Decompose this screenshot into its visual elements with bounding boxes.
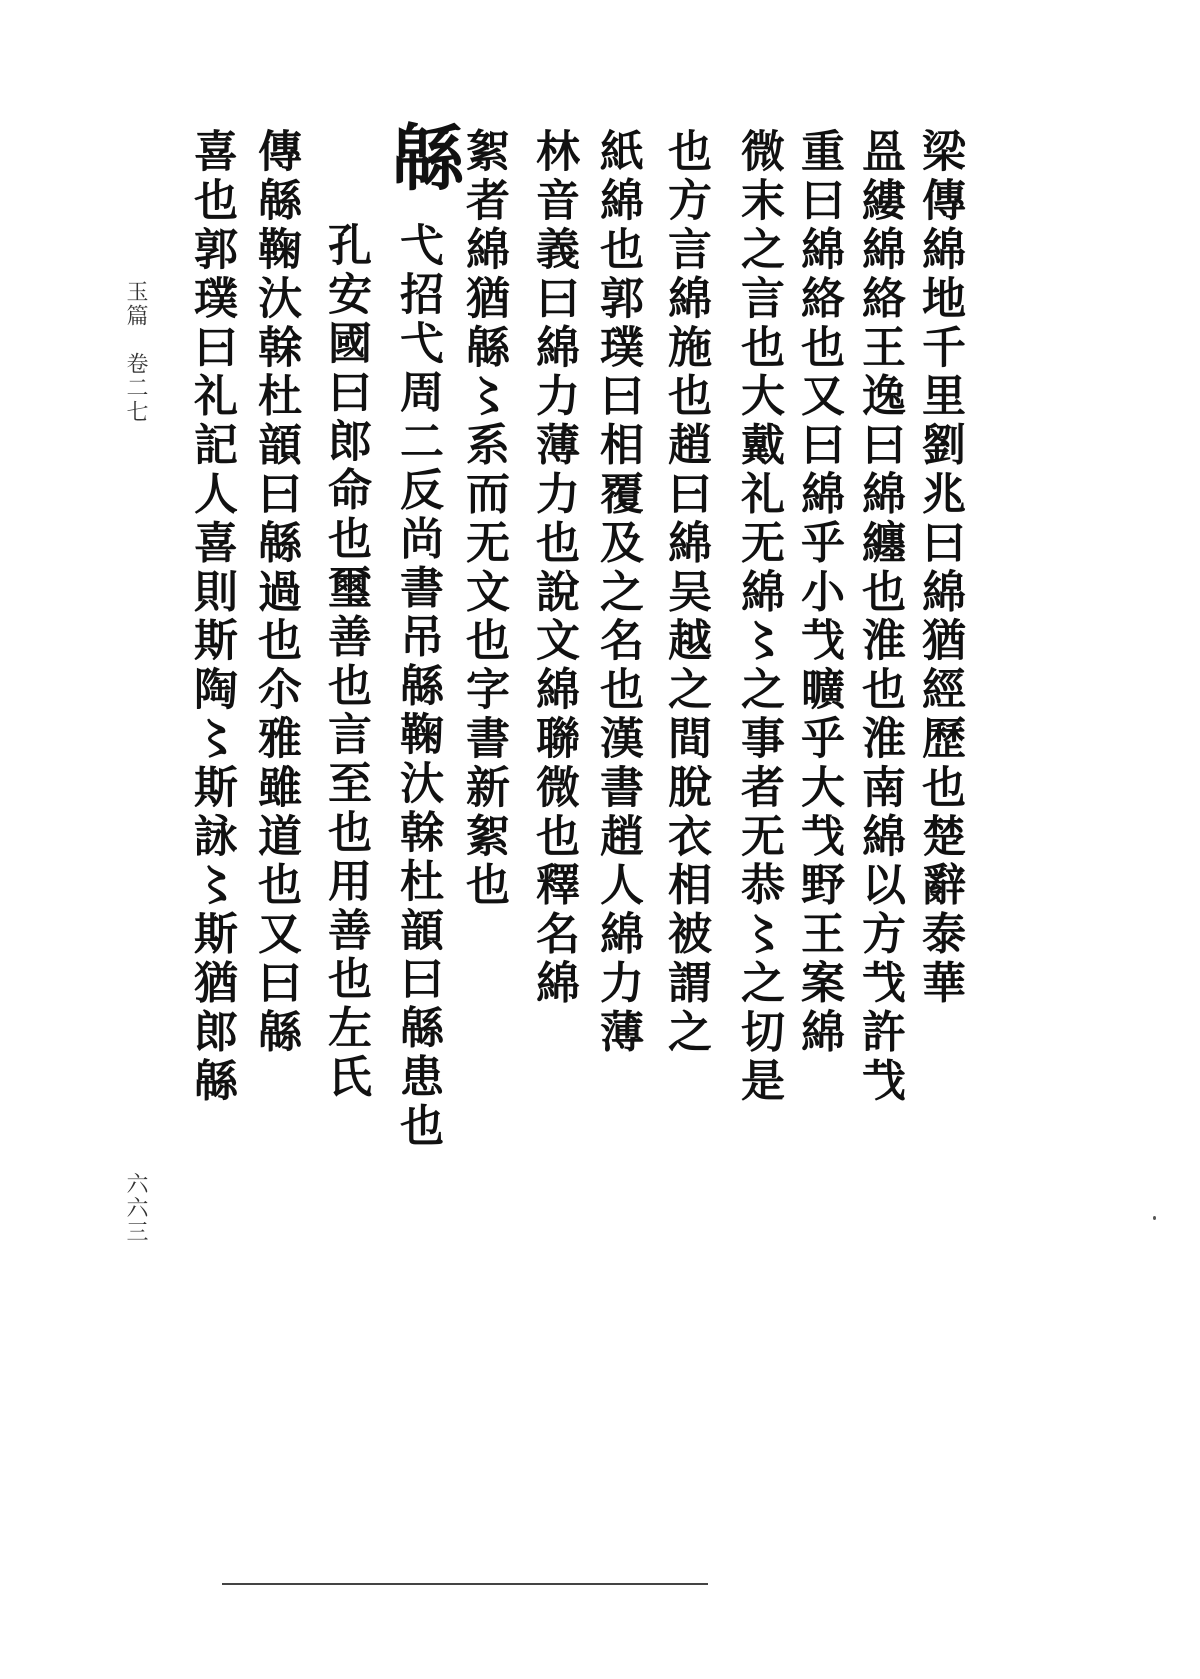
text-column: 也方言綿施也趙曰綿吴越之間脫衣相被謂之 <box>660 128 711 1058</box>
text-column: 孔安國曰郎命也璽善也言至也用善也左氏 <box>320 222 371 1103</box>
text-column: 梁傳綿地千里劉兆曰綿猶經歷也楚辭泰華 <box>914 128 965 1009</box>
headword: 緜 <box>380 120 465 197</box>
text-column: 𥁕縷綿絡王逸曰綿纏也淮也淮南綿以方𢦏許𢦏 <box>854 128 905 1106</box>
text-column: 弋招弋周二反尚書吊緜鞠汏𠏉杜𩐳曰緜患也 <box>392 222 443 1152</box>
text-column: 絮者綿猶緜〻系而无文也字書新絮也 <box>458 128 509 911</box>
margin-title: 玉篇 卷二七 <box>123 280 148 424</box>
scan-speck <box>1153 1216 1156 1220</box>
text-column: 傳緜鞠汏𠏉杜𩐳曰緜過也尒雅雖道也又曰緜 <box>250 128 301 1058</box>
text-column: 林音義曰綿力薄力也說文綿聯微也釋名綿 <box>528 128 579 1009</box>
text-column: 重曰綿絡也又曰綿乎小𢦏曠乎大𢦏野王案綿 <box>793 128 844 1058</box>
text-column: 微末之言也大戴礼无綿〻之事者无恭〻之切是 <box>733 128 784 1106</box>
text-column: 紙綿也郭璞曰相覆及之名也漢書趙人綿力薄 <box>592 128 643 1058</box>
text-column: 喜也郭璞曰礼記人喜則斯陶〻斯詠〻斯猶郎緜 <box>186 128 237 1106</box>
page-number: 六六三 <box>123 1172 148 1244</box>
bottom-rule <box>222 1583 708 1585</box>
